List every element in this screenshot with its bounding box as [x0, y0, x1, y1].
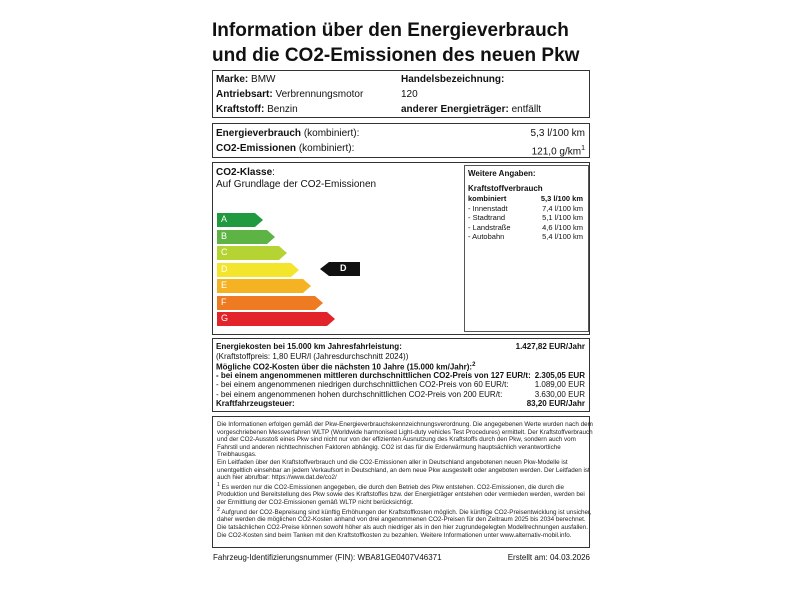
co2-low-value: 1.089,00 EUR [534, 380, 585, 389]
fuel-label: Kraftstoff: [216, 104, 265, 115]
co2-emissions-label: CO2-Emissionen [216, 143, 297, 154]
footnote-1-text: Es werden nur die CO2-Emissionen angegeben, die durch den Betrieb des Pkw entstehen. CO2-Emissionen, die durch die Produktion und Bereitstellung des Pkw sowie des Kraftstoffes bzw. der Energieträger entstehen oder vermieden werden, werden bei der Ermittlung der CO2-Emissionen gemäß WLTP nicht berücksichtigt. [217, 483, 585, 507]
costs-box [212, 338, 590, 412]
trade-name-value: 120 [401, 89, 418, 100]
footnote-1-mark: 1 [217, 481, 220, 488]
vehicle-info-box [212, 70, 590, 118]
co2-class-arrow-b [217, 230, 275, 244]
title-line-1: Information über den Energieverbrauch [212, 20, 569, 41]
co2-class-letter: F [221, 296, 227, 307]
created-value: 04.03.2026 [549, 553, 590, 562]
co2-class-letter: D [221, 263, 228, 274]
vehicle-tax-value: 83,20 EUR/Jahr [526, 399, 585, 408]
further-info-row [468, 223, 583, 232]
footnote-2-mark: 2 [217, 506, 220, 513]
title-line-2: und die CO2-Emissionen des neuen Pkw [212, 45, 580, 66]
other-energy-row [401, 104, 541, 116]
disclaimer-paragraph-4 [217, 507, 595, 539]
further-info-row-value: 5,4 l/100 km [542, 232, 583, 241]
fuel-value: Benzin [267, 104, 298, 115]
disclaimer-text [217, 421, 595, 539]
co2-high-label: - bei einem angenommenen hohen durchschnittlichen CO2-Preis von 200 EUR/t: [216, 389, 503, 399]
further-info-row-label: - Innenstadt [468, 203, 508, 213]
co2-class-letter: C [221, 247, 228, 257]
co2-class-heading [216, 167, 275, 179]
co2-class-letter: E [221, 280, 228, 290]
co2-class-scale [217, 213, 417, 333]
vin-value: WBA81GE0407V46371 [357, 553, 442, 562]
co2-emissions-value-wrap [532, 143, 585, 158]
co2-class-arrow-e [217, 279, 311, 293]
consumption-box [212, 123, 590, 158]
drive-value: Verbrennungsmotor [275, 89, 364, 100]
co2-class-heading-text: CO2-Klasse [216, 167, 273, 178]
energy-consumption-suffix: (kombiniert): [303, 128, 360, 139]
co2-emissions-row [216, 143, 354, 155]
further-info-row-label: - Landstraße [468, 222, 511, 232]
other-energy-value: entfällt [511, 104, 542, 115]
co2-class-arrow-d [217, 263, 299, 277]
co2-class-letter: G [221, 313, 229, 323]
drive-row [216, 89, 363, 101]
further-info-row [468, 204, 583, 213]
co2-class-arrow-a [217, 213, 263, 227]
co2-mid-value: 2.305,05 EUR [534, 370, 585, 380]
vin-label: Fahrzeug-Identifizierungsnummer (FIN): [213, 553, 356, 562]
further-info-row-value: 5,3 l/100 km [540, 194, 583, 203]
further-info-row [468, 213, 583, 222]
further-info-box [464, 165, 589, 332]
further-info-row [468, 194, 583, 203]
further-info-row-value: 7,4 l/100 km [542, 203, 583, 213]
drive-label: Antriebsart: [216, 89, 273, 100]
created-row [490, 553, 590, 563]
created-label: Erstellt am: [507, 553, 548, 562]
co2-emissions-suffix: (kombiniert): [298, 143, 355, 154]
further-info-heading: Weitere Angaben: [468, 169, 536, 178]
further-info-row [468, 232, 583, 241]
co2-class-box [212, 162, 590, 335]
disclaimer-paragraph-1: Die Informationen erfolgen gemäß der Pkw-Energieverbrauchskennzeichnungsverordnung. Die angegebenen Werte wurden nach dem vorgeschriebenen Messverfahren WLTP (Worldwide harmonised Light-duty vehicles Test Procedures) ermittelt. Der Kraftstoffverbrauch und der CO2-Ausstoß eines Pkw sind nicht nur von der effizienten Ausnutzung des Kraftstoffs durch den Pkw, sondern auch vom Fahrstil und anderen nichttechnischen Faktoren abhängig. CO2 ist das für die Erderwärmung hauptsächlich verantwortliche Treibhausgas. [217, 421, 593, 459]
further-info-row-label: kombiniert [468, 194, 507, 203]
co2-class-heading-colon: : [272, 167, 275, 178]
footnote-2-text: Aufgrund der CO2-Bepreisung sind künftig Erhöhungen der Kraftstoffkosten möglich. Die künftige CO2-Preisentwicklung ist unsicher, daher werden die möglichen CO2-Kosten anhand von drei angenommenen CO2-Preisen für den Zeitraum 2025 bis 2034 berechnet. Die tatsächlichen CO2-Preise können sowohl höher als auch niedriger als in den hier zugrundegelegten Modellrechnungen ausfallen. Die CO2-Kosten sind beim Tanken mit den Kraftstoffkosten zu bezahlen. Weitere Informationen unter www.alternativ-mobil.info. [217, 508, 592, 539]
co2-class-letter: B [221, 230, 228, 241]
co2-class-arrow-c [217, 246, 287, 260]
trade-name-label: Handelsbezeichnung: [401, 74, 505, 85]
energy-costs-label: Energiekosten bei 15.000 km Jahresfahrleistung: [216, 342, 402, 351]
co2-low-label: - bei einem angenommenen niedrigen durchschnittlichen CO2-Preis von 60 EUR/t: [216, 380, 509, 389]
disclaimer-paragraph-2: Ein Leitfaden über den Kraftstoffverbrauch und die CO2-Emissionen aller in Deutschland angebotenen neuen Pkw-Modelle ist unentgeltlich einsehbar an jedem Verkaufsort in Deutschland, an dem neue Pkw ausgestellt oder angeboten werden. Der Leitfaden ist auch hier abrufbar: https://www.dat.de/co2/ [217, 458, 590, 482]
vin-row [213, 553, 442, 563]
co2-class-arrow-f [217, 296, 323, 310]
make-value: BMW [251, 74, 276, 85]
fuel-consumption-label: Kraftstoffverbrauch [468, 184, 543, 193]
vehicle-tax-label: Kraftfahrzeugsteuer: [216, 399, 295, 408]
energy-consumption-row [216, 128, 359, 140]
co2-class-letter: A [221, 214, 228, 224]
further-info-row-label: - Stadtrand [468, 213, 506, 222]
label-title [212, 18, 632, 68]
energy-consumption-label: Energieverbrauch [216, 128, 302, 139]
make-label: Marke: [216, 74, 249, 85]
co2-costs-label: Mögliche CO2-Kosten über die nächsten 10 Jahre (15.000 km/Jahr): [216, 362, 473, 372]
further-info-row-value: 4,6 l/100 km [542, 222, 583, 232]
selected-class-marker [320, 262, 360, 276]
further-info-row-label: - Autobahn [468, 232, 505, 241]
further-info-row-value: 5,1 l/100 km [542, 213, 583, 222]
fuel-price-note: (Kraftstoffpreis: 1,80 EUR/l (Jahresdurchschnitt 2024)) [216, 351, 409, 361]
selected-class-letter: D [340, 263, 347, 273]
other-energy-label: anderer Energieträger: [401, 104, 509, 115]
disclaimer-paragraph-3 [217, 482, 595, 507]
energy-consumption-value: 5,3 l/100 km [530, 128, 585, 139]
co2-costs-footnote-mark: 2 [472, 362, 476, 368]
co2-class-arrow-g [217, 312, 335, 326]
make-row [216, 74, 275, 86]
co2-high-value: 3.630,00 EUR [534, 389, 585, 399]
co2-mid-label: - bei einem angenommenen mittleren durchschnittlichen CO2-Preis von 127 EUR/t: [216, 370, 531, 380]
fuel-row [216, 104, 298, 116]
co2-footnote-mark: 1 [581, 145, 585, 152]
co2-emissions-value: 121,0 g/km [531, 146, 582, 158]
co2-class-subheading: Auf Grundlage der CO2-Emissionen [216, 179, 377, 190]
energy-costs-value: 1.427,82 EUR/Jahr [515, 342, 585, 351]
disclaimer-box [212, 416, 593, 548]
